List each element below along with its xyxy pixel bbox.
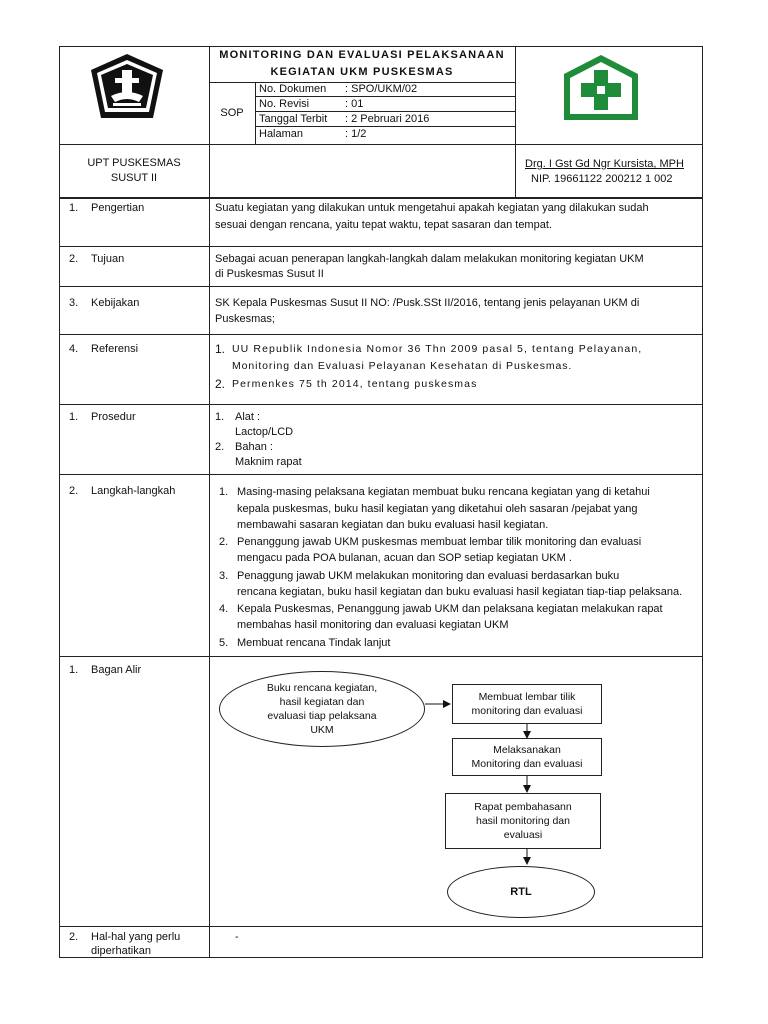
list-item-number: 1. [215, 411, 225, 423]
list-item-number: 3. [219, 570, 229, 582]
row-label-bagan-alir: Bagan Alir [91, 664, 142, 676]
flow-text: evaluasi tiap pelaksana [267, 710, 377, 722]
row-number: 1. [69, 202, 79, 214]
row-label-tujuan: Tujuan [91, 253, 125, 265]
row-label-referensi: Referensi [91, 343, 139, 355]
meta-label: No. Dokumen [259, 83, 327, 95]
row-number: 2. [69, 485, 79, 497]
list-item-number: 1. [219, 486, 229, 498]
langkah-text: rencana kegiatan, buku hasil kegiatan dan buku evaluasi hasil kegiatan tiap-tiap pelaksana. [237, 586, 683, 598]
langkah-text: Penanggung jawab UKM puskesmas membuat lembar tilik monitoring dan evaluasi [237, 536, 642, 548]
row-number: 2. [69, 253, 79, 265]
langkah-text: Membuat rencana Tindak lanjut [237, 637, 391, 649]
unit-name-line1: UPT PUSKESMAS [87, 157, 181, 169]
referensi-text: Monitoring dan Evaluasi Pelayanan Kesehatan di Puskesmas. [232, 360, 573, 372]
sop-document [59, 46, 703, 958]
langkah-text: Kepala Puskesmas, Penanggung jawab UKM dan pelaksana kegiatan melakukan rapat [237, 603, 663, 615]
flow-text: Rapat pembahasann [474, 801, 572, 813]
row-number: 1. [69, 411, 79, 423]
flow-text: hasil monitoring dan [476, 815, 570, 827]
row-label-kebijakan: Kebijakan [91, 297, 140, 309]
meta-label: Tanggal Terbit [259, 113, 328, 125]
row-number: 4. [69, 343, 79, 355]
flow-text: Buku rencana kegiatan, [266, 682, 378, 694]
meta-value: : 1/2 [345, 128, 367, 140]
meta-label: Halaman [259, 128, 304, 140]
tujuan-text: Sebagai acuan penerapan langkah-langkah dalam melakukan monitoring kegiatan UKM [215, 253, 644, 265]
flow-text: UKM [310, 724, 334, 736]
hal-value: - [235, 931, 239, 943]
list-item-number: 4. [219, 603, 229, 615]
meta-value: : SPO/UKM/02 [345, 83, 418, 95]
list-item-number: 1. [215, 342, 226, 356]
pengertian-text: Suatu kegiatan yang dilakukan untuk mengetahui apakah kegiatan yang dilakukan sudah [215, 202, 649, 214]
langkah-text: Penaggung jawab UKM melakukan monitoring dan evaluasi berdasarkan buku [237, 570, 620, 582]
row-number: 3. [69, 297, 79, 309]
government-emblem-icon [89, 52, 165, 122]
langkah-text: mengacu pada POA bulanan, acuan dan SOP setiap kegiatan UKM . [237, 552, 572, 564]
flow-text: Melaksanakan [493, 744, 561, 756]
row-label-langkah: Langkah-langkah [91, 485, 176, 497]
prosedur-item-value: Lactop/LCD [235, 426, 294, 438]
langkah-text: kepala puskesmas, buku hasil kegiatan yang diketahui oleh sasaran /pejabat yang [237, 503, 638, 515]
sop-label: SOP [220, 107, 244, 119]
list-item-number: 5. [219, 637, 229, 649]
prosedur-item-title: Alat : [235, 411, 261, 423]
flow-end-rtl: RTL [447, 866, 595, 918]
flow-text: Membuat lembar tilik [478, 691, 576, 703]
row-label-hal: Hal-hal yang perlu [91, 931, 181, 943]
meta-value: : 01 [345, 98, 364, 110]
kebijakan-text: Puskesmas; [215, 313, 275, 325]
referensi-text: UU Republik Indonesia Nomor 36 Thn 2009 pasal 5, tentang Pelayanan, [232, 343, 643, 355]
row-label-prosedur: Prosedur [91, 411, 136, 423]
tujuan-text: di Puskesmas Susut II [215, 268, 324, 280]
langkah-text: Masing-masing pelaksana kegiatan membuat buku rencana kegiatan yang di ketahui [237, 486, 650, 498]
kebijakan-text: SK Kepala Puskesmas Susut II NO: /Pusk.SSt II/2016, tentang jenis pelayanan UKM di [215, 297, 640, 309]
langkah-text: membawahi sasaran kegiatan dan buku evaluasi hasil kegiatan. [237, 519, 549, 531]
flow-text: monitoring dan evaluasi [471, 705, 583, 717]
meta-label: No. Revisi [259, 98, 310, 110]
langkah-text: membahas hasil monitoring dan evaluasi kegiatan UKM [237, 619, 509, 631]
flow-text: Monitoring dan evaluasi [471, 758, 583, 770]
flow-step-lembar-tilik [452, 684, 602, 724]
unit-name-line2: SUSUT II [110, 172, 158, 184]
pengertian-text: sesuai dengan rencana, yaitu tepat waktu, tepat sasaran dan tempat. [215, 219, 552, 231]
flow-text: hasil kegiatan dan [279, 696, 365, 708]
row-label-pengertian: Pengertian [91, 202, 145, 214]
flow-start-ellipse [219, 671, 425, 747]
doc-title-line1: MONITORING DAN EVALUASI PELAKSANAAN [219, 49, 505, 61]
list-item-number: 2. [219, 536, 229, 548]
doc-title-line2: KEGIATAN UKM PUSKESMAS [270, 66, 454, 78]
flow-step-monitoring [452, 738, 602, 776]
prosedur-item-value: Maknim rapat [235, 456, 302, 468]
puskesmas-cross-logo-icon [561, 52, 641, 124]
signer-name: Drg. I Gst Gd Ngr Kursista, MPH [525, 158, 684, 170]
row-number: 2. [69, 931, 79, 943]
flow-text: evaluasi [503, 829, 543, 841]
flow-step-rapat [445, 793, 601, 849]
row-label-hal: diperhatikan [91, 945, 151, 957]
referensi-text: Permenkes 75 th 2014, tentang puskesmas [232, 378, 478, 390]
list-item-number: 2. [215, 441, 225, 453]
prosedur-item-title: Bahan : [235, 441, 273, 453]
signer-nip: NIP. 19661122 200212 1 002 [531, 173, 673, 185]
row-number: 1. [69, 664, 79, 676]
meta-value: : 2 Pebruari 2016 [345, 113, 430, 125]
list-item-number: 2. [215, 377, 226, 391]
